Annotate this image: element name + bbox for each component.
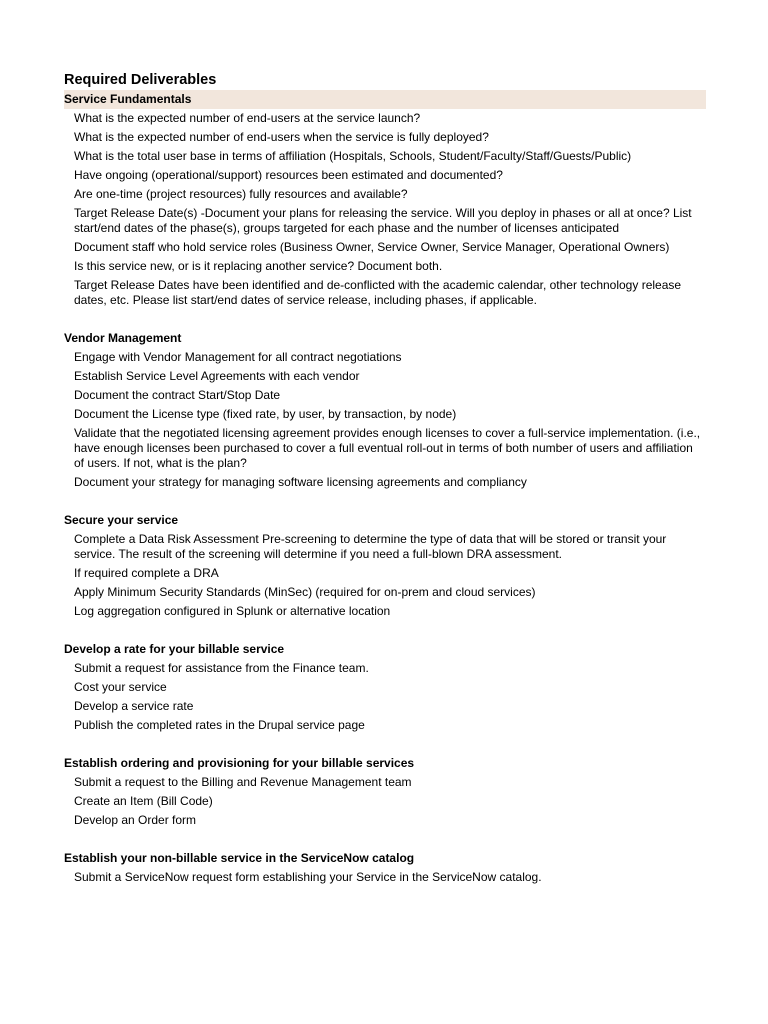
list-item: What is the total user base in terms of affiliation (Hospitals, Schools, Student/Faculty/Staff/Guests/Public) <box>74 149 632 163</box>
list-item: Document your strategy for managing software licensing agreements and compliancy <box>74 475 527 489</box>
list-item: Develop an Order form <box>74 813 197 827</box>
list-item: Target Release Date(s) -Document your plans for releasing the service. Will you deploy in phases or all at once? List start/end dates of the phase(s), groups targeted for each phase and the number of licenses anticipated <box>74 206 692 235</box>
section-heading: Service Fundamentals <box>64 90 706 109</box>
deliverable-list <box>64 868 706 887</box>
list-item: Establish Service Level Agreements with each vendor <box>74 369 360 383</box>
list-item: What is the expected number of end-users at the service launch? <box>74 111 421 125</box>
list-item: Publish the completed rates in the Drupal service page <box>74 718 365 732</box>
section-spacer <box>64 830 706 849</box>
deliverable-list <box>64 109 706 310</box>
deliverable-list <box>64 659 706 735</box>
list-item: Have ongoing (operational/support) resources been estimated and documented? <box>74 168 503 182</box>
section-spacer <box>64 310 706 329</box>
list-item: Target Release Dates have been identified and de-conflicted with the academic calendar, other technology release dates, etc. Please list start/end dates of service release, including phases, if applicable. <box>74 278 682 307</box>
list-item: Submit a request for assistance from the Finance team. <box>74 661 369 675</box>
section-heading: Establish your non-billable service in the ServiceNow catalog <box>64 851 415 865</box>
list-item: Submit a request to the Billing and Revenue Management team <box>74 775 412 789</box>
list-item: Engage with Vendor Management for all contract negotiations <box>74 350 402 364</box>
list-item: Log aggregation configured in Splunk or alternative location <box>74 604 391 618</box>
deliverable-list <box>64 530 706 621</box>
list-item: Develop a service rate <box>74 699 194 713</box>
section-heading: Secure your service <box>64 513 179 527</box>
list-item: Validate that the negotiated licensing agreement provides enough licenses to cover a full-service implementation. (i.e., have enough licenses been purchased to cover a full eventual roll-out in terms of both number of users and affiliation of users. If not, what is the plan? <box>74 426 701 470</box>
section-spacer <box>64 735 706 754</box>
deliverable-list <box>64 773 706 830</box>
section <box>64 90 706 310</box>
deliverable-list <box>64 348 706 492</box>
list-item: Document the contract Start/Stop Date <box>74 388 281 402</box>
list-item: Complete a Data Risk Assessment Pre-screening to determine the type of data that will be stored or transit your service. The result of the screening will determine if you need a full-blown DRA assessment. <box>74 532 667 561</box>
section-heading: Establish ordering and provisioning for your billable services <box>64 756 415 770</box>
section <box>64 754 706 830</box>
section-heading: Develop a rate for your billable service <box>64 642 285 656</box>
list-item: Apply Minimum Security Standards (MinSec) (required for on-prem and cloud services) <box>74 585 536 599</box>
list-item: Submit a ServiceNow request form establishing your Service in the ServiceNow catalog. <box>74 870 542 884</box>
sections-container <box>64 90 706 887</box>
list-item: Create an Item (Bill Code) <box>74 794 213 808</box>
list-item: Are one-time (project resources) fully resources and available? <box>74 187 408 201</box>
list-item: Document the License type (fixed rate, by user, by transaction, by node) <box>74 407 457 421</box>
page-title: Required Deliverables <box>64 72 217 88</box>
section <box>64 329 706 492</box>
section-spacer <box>64 621 706 640</box>
list-item: Is this service new, or is it replacing another service? Document both. <box>74 259 443 273</box>
section-spacer <box>64 492 706 511</box>
list-item: Cost your service <box>74 680 167 694</box>
section <box>64 511 706 621</box>
list-item: Document staff who hold service roles (Business Owner, Service Owner, Service Manager, Operational Owners) <box>74 240 670 254</box>
section <box>64 849 706 887</box>
section <box>64 640 706 735</box>
list-item: What is the expected number of end-users when the service is fully deployed? <box>74 130 489 144</box>
section-heading: Vendor Management <box>64 331 182 345</box>
list-item: If required complete a DRA <box>74 566 219 580</box>
document-page <box>64 70 706 887</box>
